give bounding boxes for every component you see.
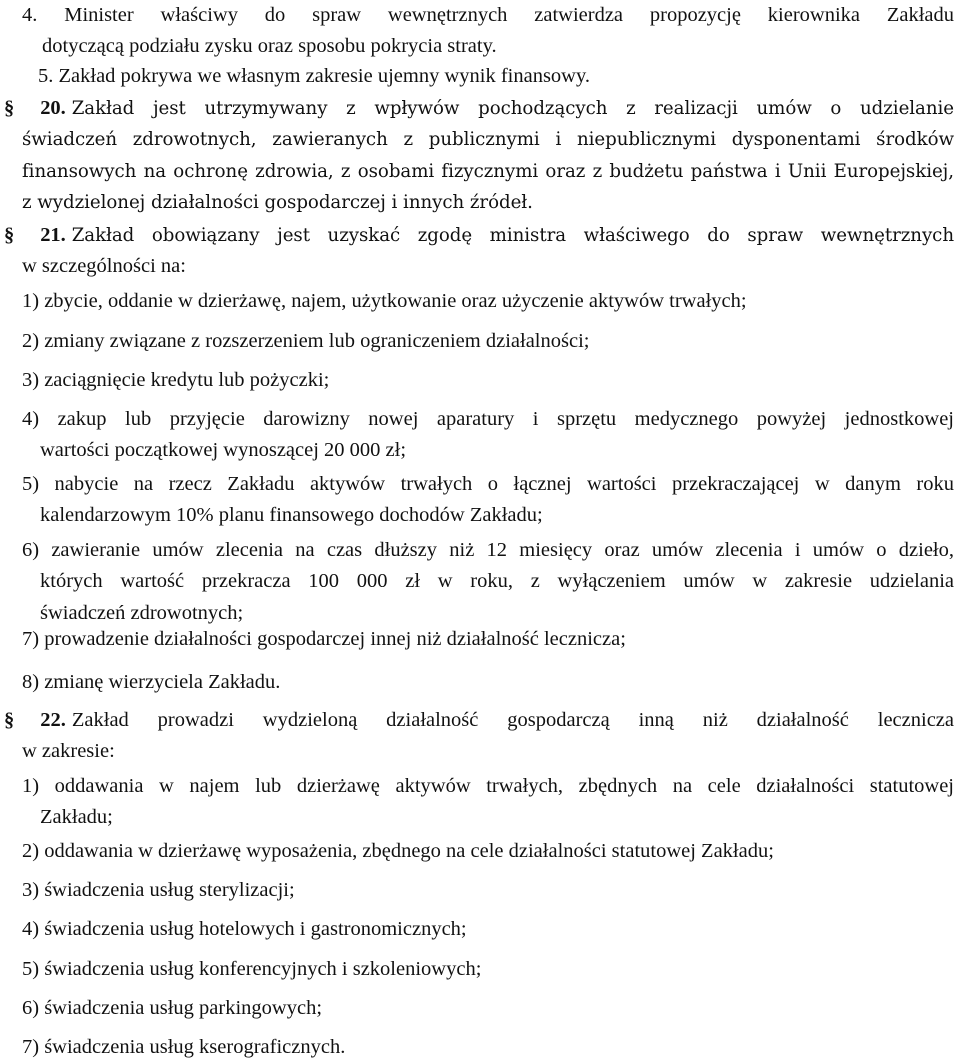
section-22	[0, 705, 954, 768]
list-item	[22, 667, 954, 698]
text-line: świadczeń zdrowotnych;	[40, 601, 244, 624]
list-item	[22, 624, 954, 655]
text-line: 3) zaciągnięcie kredytu lub pożyczki;	[22, 369, 330, 391]
text-line: w szczególności na:	[22, 255, 186, 278]
text-line: 7) świadczenia usług kserograficznych.	[22, 1036, 346, 1058]
text-line: finansowych na ochronę zdrowia, z osobami fizycznymi oraz z budżetu państwa i Unii Europejskiej,	[22, 160, 954, 182]
list-item	[22, 404, 954, 467]
text-line: 5) świadczenia usług konferencyjnych i szkoleniowych;	[22, 958, 482, 980]
text-line: w zakresie:	[22, 740, 115, 763]
text-line: świadczeń zdrowotnych, zawieranych z publicznymi i niepublicznymi dysponentami środków	[22, 129, 954, 151]
text-line: 8) zmianę wierzyciela Zakładu.	[22, 671, 281, 693]
text-line: 4. Minister właściwy do spraw wewnętrznych zatwierdza propozycję kierownika Zakładu	[22, 4, 954, 26]
list-item	[22, 836, 954, 867]
text-line: z wydzielonej działalności gospodarczej i innych źródeł.	[22, 191, 533, 213]
section-20	[0, 93, 954, 218]
text-line: 2) oddawania w dzierżawę wyposażenia, zbędnego na cele działalności statutowej Zakładu;	[22, 840, 774, 862]
text-line: dotyczącą podziału zysku oraz sposobu pokrycia straty.	[42, 35, 497, 58]
text-line: 4) świadczenia usług hotelowych i gastronomicznych;	[22, 918, 467, 940]
section-number: § 20.	[4, 97, 66, 119]
text-line: § 22. Zakład prowadzi wydzieloną działalność gospodarczą inną niż działalność lecznicza	[4, 709, 954, 731]
text-line: których wartość przekracza 100 000 zł w roku, z wyłączeniem umów w zakresie udzielania	[40, 570, 954, 593]
list-item	[22, 914, 954, 945]
list-item	[22, 954, 954, 985]
list-item	[22, 326, 954, 357]
text-line: 6) świadczenia usług parkingowych;	[22, 997, 323, 1019]
text-line: § 20. Zakład jest utrzymywany z wpływów pochodzących z realizacji umów o udzielanie	[4, 97, 954, 119]
text-line: 1) oddawania w najem lub dzierżawę aktywów trwałych, zbędnych na cele działalności statutowej	[22, 775, 954, 797]
list-item	[22, 875, 954, 906]
text-line: 3) świadczenia usług sterylizacji;	[22, 879, 295, 901]
list-item	[22, 365, 954, 396]
list-item	[22, 993, 954, 1024]
text-line: wartości początkowej wynoszącej 20 000 zł;	[40, 439, 407, 462]
list-item	[22, 1032, 954, 1063]
list-item	[22, 469, 954, 532]
section-number: § 21.	[4, 224, 66, 246]
text-line: 5. Zakład pokrywa we własnym zakresie ujemny wynik finansowy.	[38, 65, 591, 87]
paragraph-item-4	[22, 0, 954, 63]
text-line: Zakładu;	[40, 806, 113, 829]
text-line: 7) prowadzenie działalności gospodarczej innej niż działalność lecznicza;	[22, 628, 626, 650]
paragraph-item-5	[38, 61, 954, 92]
text-line: 4) zakup lub przyjęcie darowizny nowej aparatury i sprzętu medycznego powyżej jednostkowej	[22, 408, 954, 430]
text-line: kalendarzowym 10% planu finansowego dochodów Zakładu;	[40, 504, 543, 527]
list-item	[22, 535, 954, 629]
section-21	[0, 220, 954, 283]
list-item	[22, 771, 954, 834]
section-number: § 22.	[4, 709, 66, 731]
text-line: § 21. Zakład obowiązany jest uzyskać zgodę ministra właściwego do spraw wewnętrznych	[4, 224, 954, 246]
text-line: 2) zmiany związane z rozszerzeniem lub ograniczeniem działalności;	[22, 330, 590, 352]
text-line: 6) zawieranie umów zlecenia na czas dłuższy niż 12 miesięcy oraz umów zlecenia i umów o dzieło,	[22, 539, 954, 561]
text-line: 1) zbycie, oddanie w dzierżawę, najem, użytkowanie oraz użyczenie aktywów trwałych;	[22, 290, 747, 312]
text-line: 5) nabycie na rzecz Zakładu aktywów trwałych o łącznej wartości przekraczającej w danym roku	[22, 473, 954, 495]
list-item	[22, 286, 954, 317]
